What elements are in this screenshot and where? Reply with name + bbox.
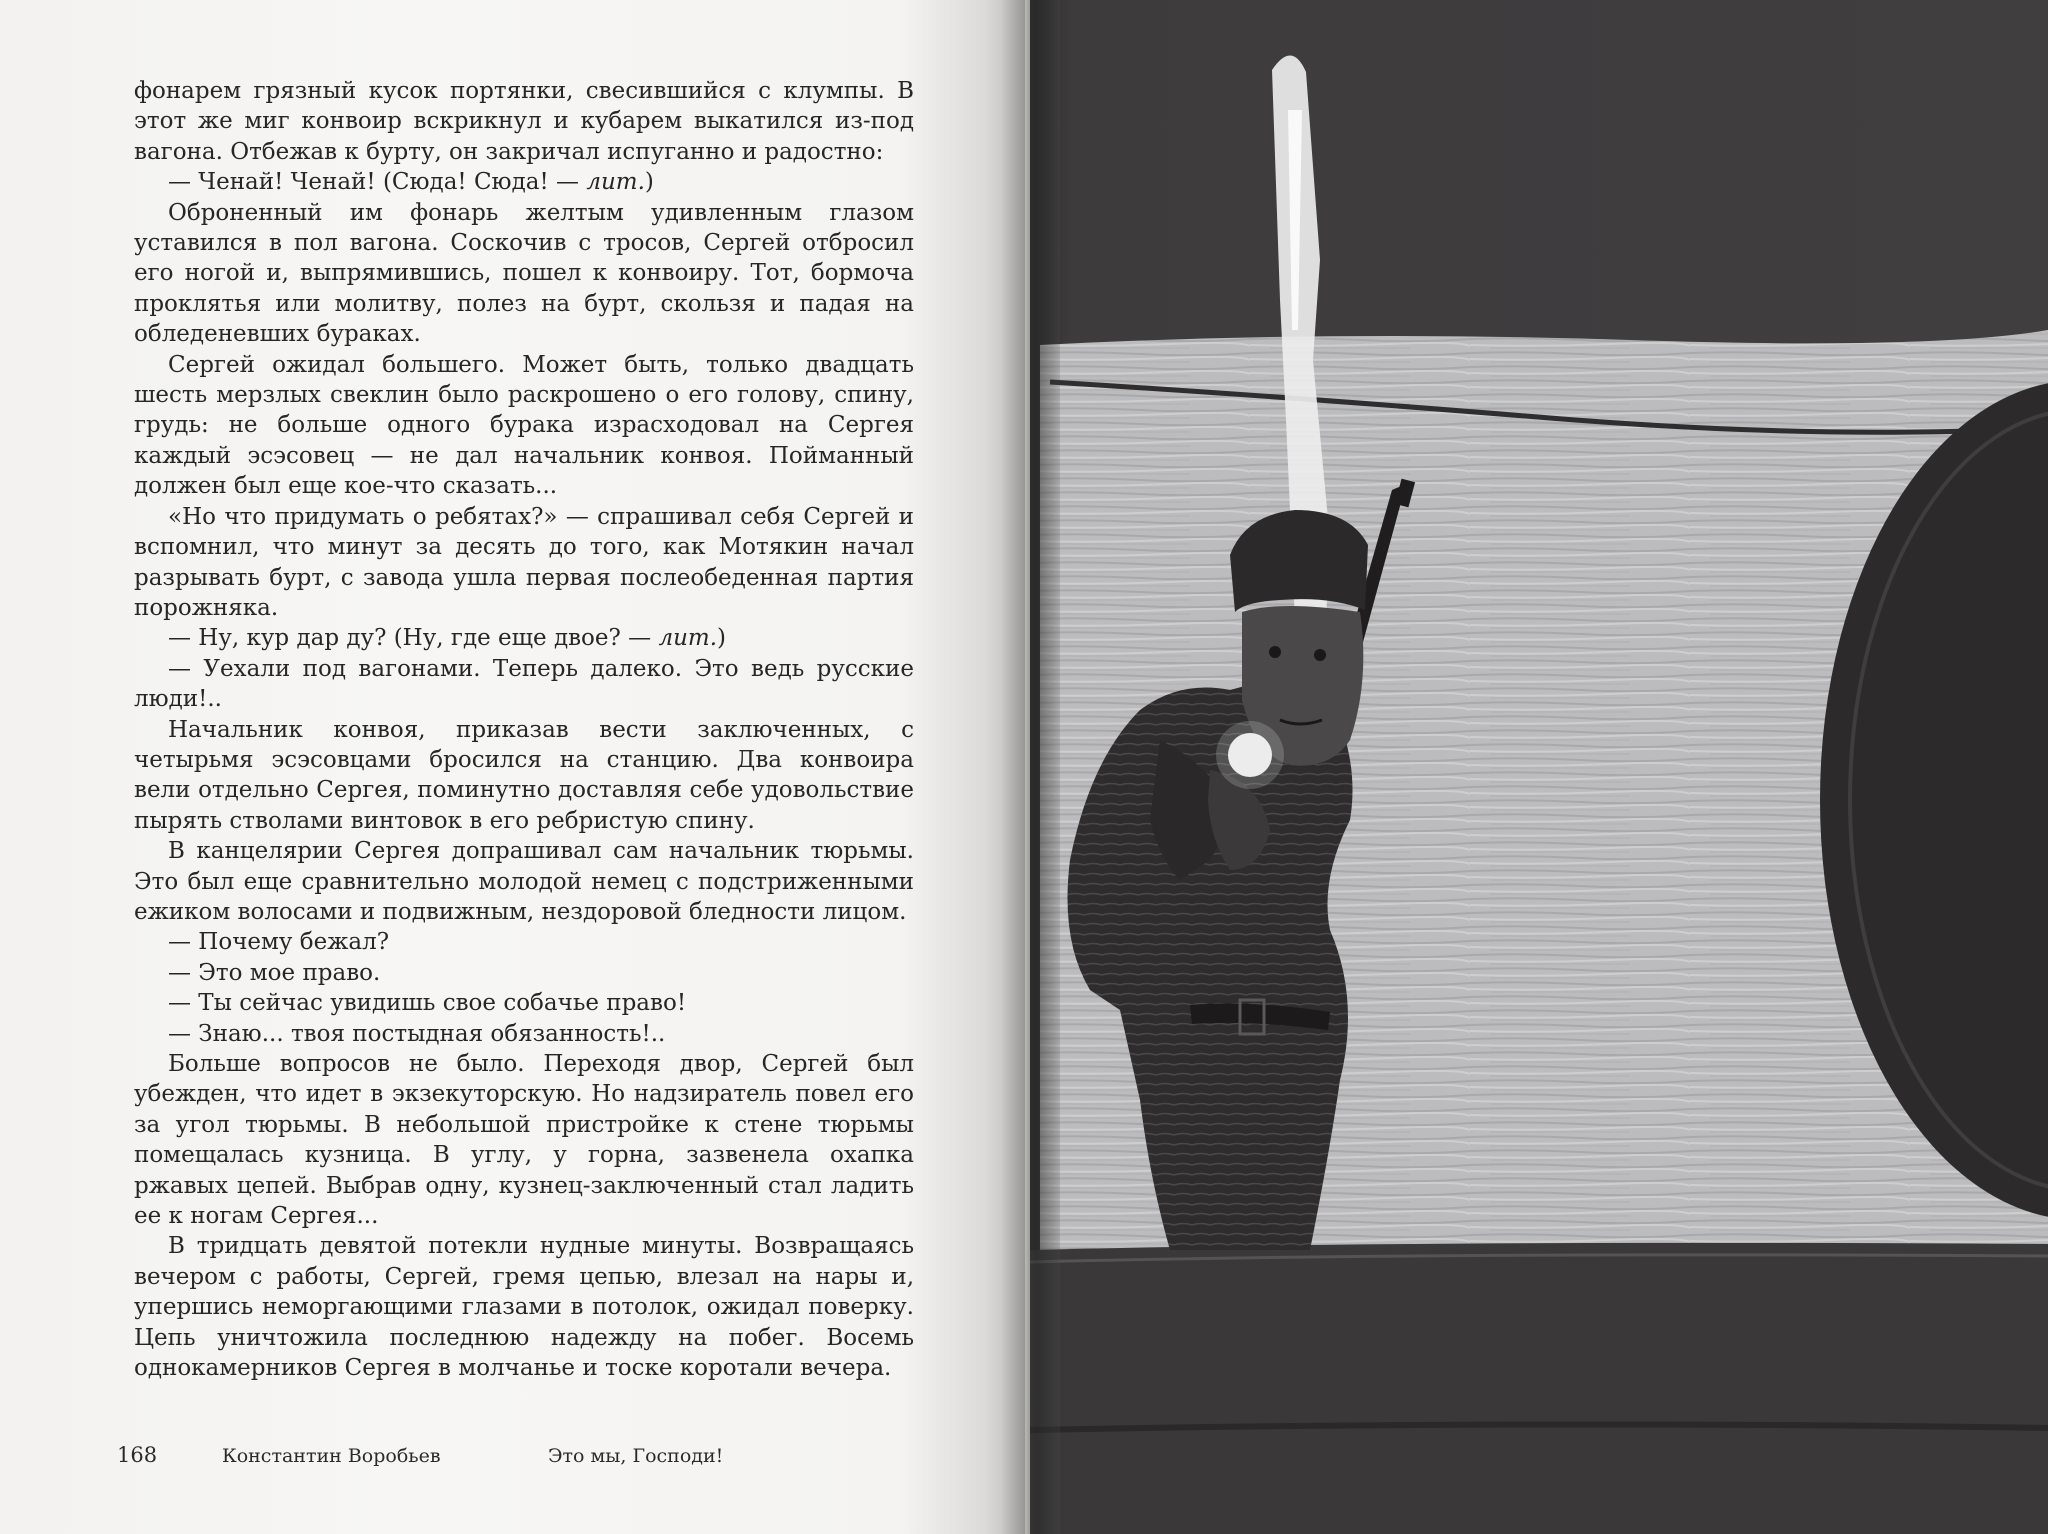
translation-note: лит. <box>658 625 718 652</box>
paragraph-14: Больше вопросов не было. Переходя двор, Сергей был убежден, что идет в экзекуторскую. Но надзиратель повел его за угол тюрьмы. В небольшой пристройке к стене тюрьмы помещалась кузница. В углу, у горна, зазвенела охапка ржавых цепей. Выбрав одну, кузнец-заключенный стал ладить ее к ногам Сергея... <box>134 1051 914 1230</box>
paragraph-13: — Знаю... твоя постыдная обязанность!.. <box>168 1020 666 1047</box>
right-illustration-page <box>1030 0 2048 1534</box>
paragraph-1: фонарем грязный кусок портянки, свесившийся с клумпы. В этот же миг конвоир вскрикнул и кубарем выкатился из-под вагона. Отбежав к бурту, он закричал испуганно и радостно: <box>134 78 914 165</box>
paragraph-3: Оброненный им фонарь желтым удивленным глазом уставился в пол вагона. Соскочив с тросов, Сергей отбросил его ногой и, выпрямившись, пошел к конвоиру. Тот, бормоча проклятья или молитву, полез на бурт, скользя и падая на обледеневших бураках. <box>134 199 914 348</box>
lantern-glow <box>1216 721 1284 789</box>
book-gutter <box>1000 0 1060 1534</box>
paragraph-4: Сергей ожидал большего. Может быть, только двадцать шесть мерзлых свеклин было раскрошено о его голову, спину, грудь: не больше одного бурака израсходовал на Сергея каждый эсэсовец — не дал начальник конвоя. Пойманный должен был еще кое-что сказать... <box>134 351 914 500</box>
paragraph-8: Начальник конвоя, приказав вести заключенных, с четырьмя эсэсовцами бросился на станцию. Два конвоира вели отдельно Сергея, поминутно доставляя себе удовольствие пырять стволами винтовок в его ребристую спину. <box>134 716 914 834</box>
paragraph-11: — Это мое право. <box>168 959 381 986</box>
paragraph-7: — Уехали под вагонами. Теперь далеко. Это ведь русские люди!.. <box>134 655 914 713</box>
soldier-illustration <box>1030 0 2048 1534</box>
paragraph-15: В тридцать девятой потекли нудные минуты. Возвращаясь вечером с работы, Сергей, гремя цепью, влезал на нары и, упершись неморгающими глазами в потолок, ожидал поверку. Цепь уничтожила последнюю надежду на побег. Восемь однокамерников Сергея в молчанье и тоске коротали вечера. <box>134 1233 914 1382</box>
running-footer <box>0 1443 1025 1473</box>
author-name: Константин Воробьев <box>222 1445 441 1467</box>
paragraph-10: — Почему бежал? <box>168 929 390 956</box>
eye-left <box>1269 646 1281 658</box>
translation-note: лит. <box>586 169 645 196</box>
paragraph-9: В канцелярии Сергея допрашивал сам начальник тюрьмы. Это был еще сравнительно молодой немец с подстриженными ежиком волосами и подвижным, нездоровой бледности лицом. <box>134 838 914 925</box>
book-title: Это мы, Господи! <box>548 1445 724 1467</box>
paragraph-5: «Но что придумать о ребятах?» — спрашивал себя Сергей и вспомнил, что минут за десять до того, как Мотякин начал разрывать бурт, с завода ушла первая послеобеденная партия порожняка. <box>134 503 914 621</box>
paragraph-12: — Ты сейчас увидишь свое собачье право! <box>168 990 687 1017</box>
body-text <box>134 76 914 1383</box>
page-number: 168 <box>117 1443 158 1467</box>
paragraph-2: — Ченай! Ченай! (Сюда! Сюда! — лит.) <box>168 169 654 196</box>
floor-band <box>1030 1243 2048 1534</box>
paragraph-6: — Ну, кур дар ду? (Ну, где еще двое? — лит.) <box>168 625 727 652</box>
eye-right <box>1314 649 1326 661</box>
